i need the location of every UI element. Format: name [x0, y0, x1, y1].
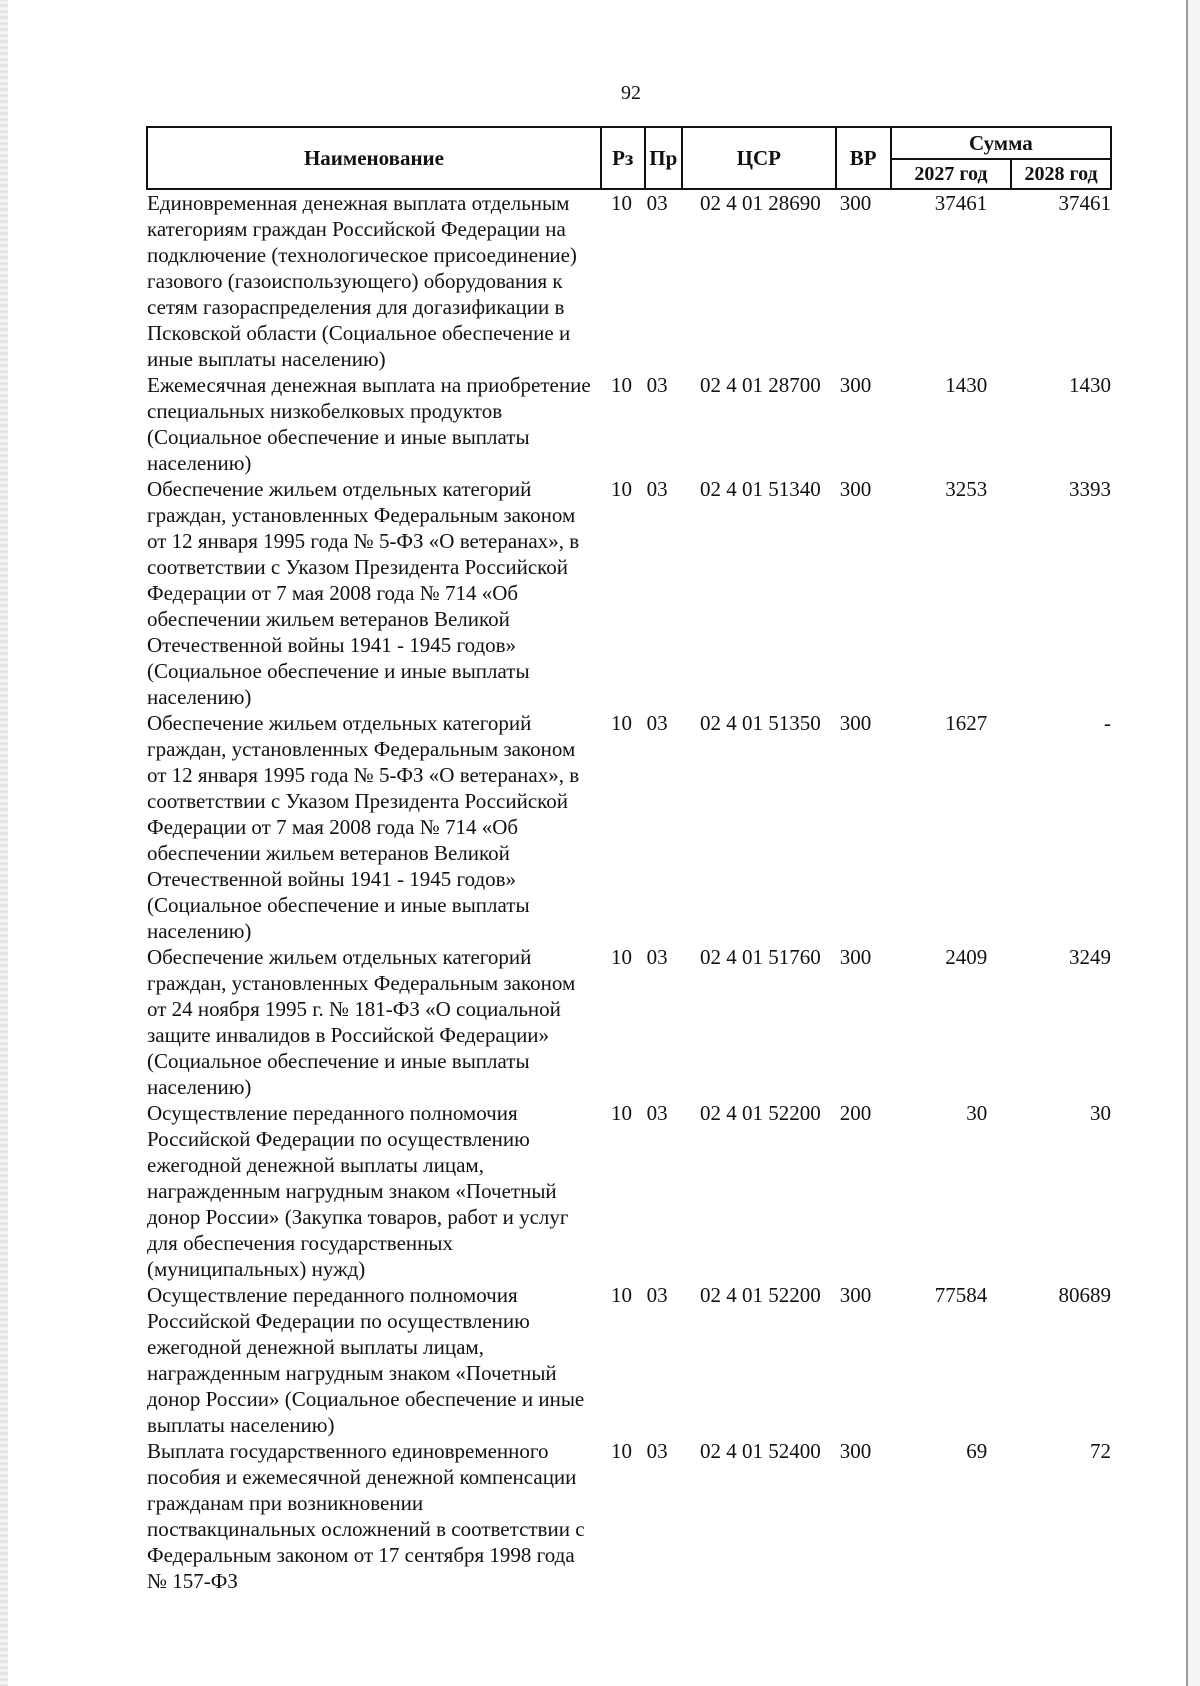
row-sum-2027: 30 [966, 1101, 988, 1125]
row-sum-2027: 77584 [934, 1283, 988, 1307]
row-pr: 03 [646, 477, 668, 501]
row-vr: 300 [839, 1439, 872, 1463]
header-year-2028: 2028 год [1011, 159, 1111, 189]
row-pr: 03 [646, 711, 668, 735]
row-csr: 02 4 01 28690 [699, 191, 821, 215]
row-rz: 10 [610, 1439, 632, 1463]
row-name: Осуществление переданного полномочия Российской Федерации по осуществлению ежегодной денежной выплаты лицам, награжденным нагрудным знаком «Почетный донор России» (Социальное обеспечение и иные выплаты населению) [147, 1283, 585, 1437]
row-pr: 03 [646, 1439, 668, 1463]
table-row [147, 1282, 1111, 1438]
header-sum: Сумма [891, 127, 1111, 159]
row-rz: 10 [610, 191, 632, 215]
row-sum-2027: 37461 [934, 191, 988, 215]
header-rz: Рз [601, 127, 645, 189]
row-sum-2027: 1627 [945, 711, 988, 735]
row-pr: 03 [646, 1283, 668, 1307]
row-sum-2028: 80689 [1058, 1283, 1111, 1307]
row-csr: 02 4 01 51340 [699, 477, 821, 501]
header-name: Наименование [147, 127, 601, 189]
row-vr: 200 [839, 1101, 872, 1125]
row-name: Выплата государственного единовременного пособия и ежемесячной денежной компенсации гражданам при возникновении поствакцинальных осложнений в соответствии с Федеральным законом от 17 сентября 1998 года № 157-ФЗ [147, 1439, 585, 1593]
row-sum-2028: 3249 [1069, 945, 1111, 969]
row-sum-2028: 30 [1090, 1101, 1111, 1125]
row-vr: 300 [839, 477, 872, 501]
header-vr: ВР [836, 127, 891, 189]
scan-edge-right [1186, 0, 1200, 1686]
row-rz: 10 [610, 1283, 632, 1307]
table-row [147, 1100, 1111, 1282]
row-rz: 10 [610, 373, 632, 397]
row-vr: 300 [839, 711, 872, 735]
row-csr: 02 4 01 52200 [699, 1283, 821, 1307]
row-sum-2028: 72 [1090, 1439, 1111, 1463]
row-rz: 10 [610, 1101, 632, 1125]
row-vr: 300 [839, 1283, 872, 1307]
row-csr: 02 4 01 28700 [699, 373, 821, 397]
table-row [147, 372, 1111, 476]
table-row [147, 189, 1111, 372]
row-name: Единовременная денежная выплата отдельным категориям граждан Российской Федерации на подключение (технологическое присоединение) газового (газоиспользующего) оборудования к сетям газораспределения для догазификации в Псковской области (Социальное обеспечение и иные выплаты населению) [147, 191, 577, 371]
row-rz: 10 [610, 477, 632, 501]
row-csr: 02 4 01 51760 [699, 945, 821, 969]
row-pr: 03 [646, 373, 668, 397]
row-name: Обеспечение жильем отдельных категорий граждан, установленных Федеральным законом от 12 января 1995 года № 5-ФЗ «О ветеранах», в соответствии с Указом Президента Российской Федерации от 7 мая 2008 года № 714 «Об обеспечении жильем ветеранов Великой Отечественной войны 1941 - 1945 годов» (Социальное обеспечение и иные выплаты населению) [147, 711, 580, 943]
row-pr: 03 [646, 191, 668, 215]
table-row [147, 710, 1111, 944]
row-rz: 10 [610, 945, 632, 969]
row-sum-2027: 3253 [945, 477, 988, 501]
header-year-2027: 2027 год [891, 159, 1012, 189]
row-sum-2028: 37461 [1058, 191, 1111, 215]
table-row [147, 944, 1111, 1100]
scan-edge-left [0, 0, 8, 1686]
row-pr: 03 [646, 1101, 668, 1125]
row-csr: 02 4 01 51350 [699, 711, 821, 735]
row-rz: 10 [610, 711, 632, 735]
table-header [147, 127, 1111, 189]
row-name: Обеспечение жильем отдельных категорий граждан, установленных Федеральным законом от 24 ноября 1995 г. № 181-ФЗ «О социальной защите инвалидов в Российской Федерации» (Социальное обеспечение и иные выплаты населению) [147, 945, 576, 1099]
row-sum-2028: 3393 [1069, 477, 1111, 501]
budget-table [146, 126, 1112, 1594]
row-vr: 300 [839, 945, 872, 969]
row-csr: 02 4 01 52400 [699, 1439, 821, 1463]
row-sum-2028: - [1104, 711, 1111, 735]
row-sum-2027: 1430 [945, 373, 988, 397]
page-number: 92 [621, 82, 641, 104]
table-row [147, 1438, 1111, 1594]
row-vr: 300 [839, 373, 872, 397]
row-pr: 03 [646, 945, 668, 969]
row-vr: 300 [839, 191, 872, 215]
header-csr: ЦСР [682, 127, 836, 189]
row-sum-2028: 1430 [1069, 373, 1111, 397]
row-name: Ежемесячная денежная выплата на приобретение специальных низкобелковых продуктов (Социальное обеспечение и иные выплаты населению) [147, 373, 591, 475]
row-sum-2027: 69 [966, 1439, 988, 1463]
header-pr: Пр [645, 127, 682, 189]
row-name: Обеспечение жильем отдельных категорий граждан, установленных Федеральным законом от 12 января 1995 года № 5-ФЗ «О ветеранах», в соответствии с Указом Президента Российской Федерации от 7 мая 2008 года № 714 «Об обеспечении жильем ветеранов Великой Отечественной войны 1941 - 1945 годов» (Социальное обеспечение и иные выплаты населению) [147, 477, 580, 709]
table-body [147, 189, 1111, 1594]
row-sum-2027: 2409 [945, 945, 988, 969]
table-row [147, 476, 1111, 710]
row-csr: 02 4 01 52200 [699, 1101, 821, 1125]
row-name: Осуществление переданного полномочия Российской Федерации по осуществлению ежегодной денежной выплаты лицам, награжденным нагрудным знаком «Почетный донор России» (Закупка товаров, работ и услуг для обеспечения государственных (муниципальных) нужд) [147, 1101, 569, 1281]
